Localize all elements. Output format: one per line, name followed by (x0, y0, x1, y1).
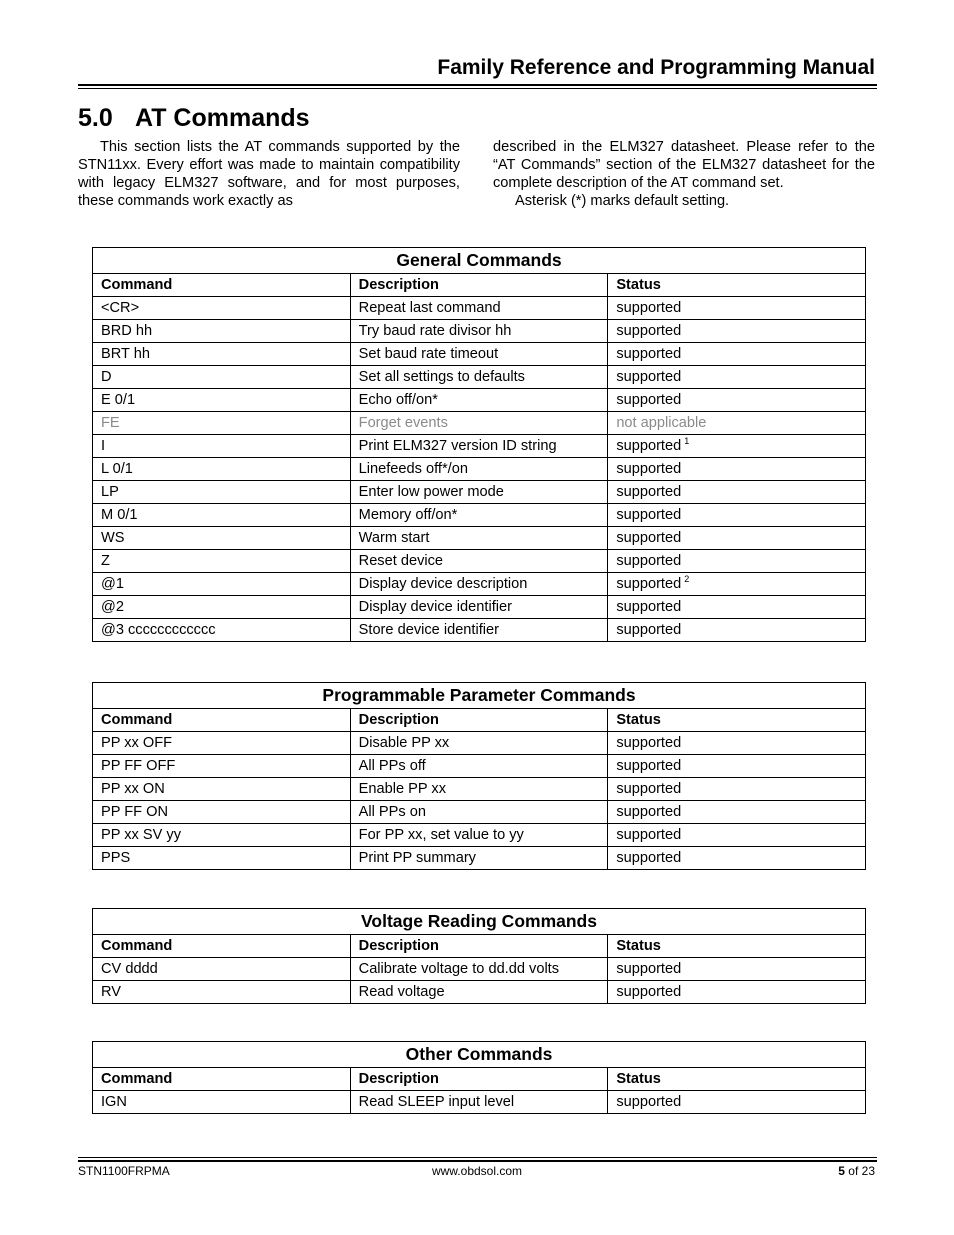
description-cell: Calibrate voltage to dd.dd volts (350, 958, 608, 981)
status-cell (608, 297, 866, 320)
command-cell: Z (93, 550, 351, 573)
column-header-command: Command (93, 709, 351, 732)
command-cell: PP xx SV yy (93, 824, 351, 847)
command-cell: BRT hh (93, 343, 351, 366)
description-cell: All PPs off (350, 755, 608, 778)
status-text: supported (616, 484, 682, 500)
status-cell (608, 619, 866, 642)
description-cell: Print PP summary (350, 847, 608, 870)
command-cell: @3 cccccccccccc (93, 619, 351, 642)
status-text: supported (616, 1094, 682, 1110)
table-row (93, 778, 866, 801)
footer-doc-id: STN1100FRPMA (78, 1164, 170, 1178)
table-row (93, 981, 866, 1004)
status-cell (608, 412, 866, 435)
status-cell (608, 389, 866, 412)
status-text: supported (616, 735, 682, 751)
intro-column-left (78, 138, 460, 210)
table-header-row (93, 1068, 866, 1091)
table-row (93, 958, 866, 981)
command-cell: @1 (93, 573, 351, 596)
status-cell (608, 573, 866, 596)
table-row (93, 481, 866, 504)
command-cell: PP FF OFF (93, 755, 351, 778)
table-row (93, 573, 866, 596)
table-header-row (93, 709, 866, 732)
status-text: supported (616, 961, 682, 977)
table-row (93, 596, 866, 619)
description-cell: Display device description (350, 573, 608, 596)
description-cell: Store device identifier (350, 619, 608, 642)
description-cell: Enter low power mode (350, 481, 608, 504)
command-cell: RV (93, 981, 351, 1004)
table-row (93, 504, 866, 527)
table-caption-row (93, 909, 866, 935)
table-row (93, 1091, 866, 1114)
table-row (93, 320, 866, 343)
header-rule (78, 84, 877, 86)
description-cell: Memory off/on* (350, 504, 608, 527)
description-cell: All PPs on (350, 801, 608, 824)
other-commands-table (92, 1041, 866, 1114)
status-text: supported (616, 300, 682, 316)
status-text: not applicable (616, 415, 707, 431)
command-cell: PP FF ON (93, 801, 351, 824)
status-cell (608, 527, 866, 550)
table-row (93, 619, 866, 642)
description-cell: Display device identifier (350, 596, 608, 619)
status-text: supported (616, 758, 682, 774)
description-cell: Echo off/on* (350, 389, 608, 412)
footer-rule-thin (78, 1157, 877, 1158)
table-row (93, 801, 866, 824)
table-row (93, 435, 866, 458)
command-cell: @2 (93, 596, 351, 619)
table-row (93, 389, 866, 412)
page-number: 5 (838, 1164, 845, 1178)
table-caption-row (93, 683, 866, 709)
status-cell (608, 504, 866, 527)
column-header-command: Command (93, 274, 351, 297)
status-text: supported (616, 438, 682, 454)
table-caption-row (93, 1042, 866, 1068)
status-cell (608, 981, 866, 1004)
command-cell: BRD hh (93, 320, 351, 343)
column-header-status: Status (608, 1068, 866, 1091)
column-header-description: Description (350, 935, 608, 958)
status-text: supported (616, 576, 682, 592)
status-text: supported (616, 984, 682, 1000)
status-cell (608, 550, 866, 573)
status-text: supported (616, 346, 682, 362)
table-row (93, 297, 866, 320)
status-text: supported (616, 323, 682, 339)
status-cell (608, 958, 866, 981)
status-cell (608, 778, 866, 801)
command-cell: L 0/1 (93, 458, 351, 481)
command-cell: E 0/1 (93, 389, 351, 412)
table-row (93, 412, 866, 435)
status-cell (608, 596, 866, 619)
column-header-status: Status (608, 274, 866, 297)
status-text: supported (616, 553, 682, 569)
status-cell (608, 1091, 866, 1114)
column-header-description: Description (350, 274, 608, 297)
table-caption: Voltage Reading Commands (93, 909, 866, 935)
description-cell: Try baud rate divisor hh (350, 320, 608, 343)
command-cell: IGN (93, 1091, 351, 1114)
status-text: supported (616, 461, 682, 477)
table-caption: Other Commands (93, 1042, 866, 1068)
intro-paragraph-continued: described in the ELM327 datasheet. Please refer to the “AT Commands” section of the ELM327 datasheet for the complete description of the AT command set. (493, 139, 875, 191)
section-number: 5.0 (78, 104, 113, 132)
command-cell: I (93, 435, 351, 458)
table-row (93, 732, 866, 755)
command-cell: <CR> (93, 297, 351, 320)
description-cell: For PP xx, set value to yy (350, 824, 608, 847)
status-text: supported (616, 599, 682, 615)
status-cell (608, 732, 866, 755)
description-cell: Repeat last command (350, 297, 608, 320)
intro-note: Asterisk (*) marks default setting. (515, 193, 730, 209)
column-header-description: Description (350, 1068, 608, 1091)
column-header-status: Status (608, 935, 866, 958)
column-header-status: Status (608, 709, 866, 732)
table-header-row (93, 935, 866, 958)
table-row (93, 824, 866, 847)
status-cell (608, 481, 866, 504)
column-header-command: Command (93, 1068, 351, 1091)
table-caption-row (93, 248, 866, 274)
status-cell (608, 320, 866, 343)
table-caption: General Commands (93, 248, 866, 274)
column-header-command: Command (93, 935, 351, 958)
description-cell: Linefeeds off*/on (350, 458, 608, 481)
general-commands-table (92, 247, 866, 642)
intro-paragraph: This section lists the AT commands supported by the STN11xx. Every effort was made to maintain compatibility with legacy ELM327 software, and for most purposes, these commands work exactly as (78, 139, 460, 209)
status-text: supported (616, 781, 682, 797)
command-cell: D (93, 366, 351, 389)
status-text: supported (616, 850, 682, 866)
status-text: supported (616, 369, 682, 385)
status-text: supported (616, 827, 682, 843)
command-cell: FE (93, 412, 351, 435)
description-cell: Warm start (350, 527, 608, 550)
description-cell: Print ELM327 version ID string (350, 435, 608, 458)
status-cell (608, 801, 866, 824)
status-text: supported (616, 392, 682, 408)
description-cell: Forget events (350, 412, 608, 435)
status-text: supported (616, 804, 682, 820)
footer-rule (78, 1160, 877, 1162)
description-cell: Set baud rate timeout (350, 343, 608, 366)
status-cell (608, 458, 866, 481)
description-cell: Set all settings to defaults (350, 366, 608, 389)
table-caption: Programmable Parameter Commands (93, 683, 866, 709)
status-text: supported (616, 622, 682, 638)
table-row (93, 527, 866, 550)
status-cell (608, 824, 866, 847)
command-cell: PP xx OFF (93, 732, 351, 755)
description-cell: Enable PP xx (350, 778, 608, 801)
description-cell: Reset device (350, 550, 608, 573)
table-row (93, 550, 866, 573)
status-cell (608, 343, 866, 366)
description-cell: Disable PP xx (350, 732, 608, 755)
command-cell: CV dddd (93, 958, 351, 981)
footnote-marker: 1 (684, 436, 690, 446)
programmable-parameter-commands-table (92, 682, 866, 870)
command-cell: PPS (93, 847, 351, 870)
table-row (93, 343, 866, 366)
section-title-text: AT Commands (135, 104, 310, 132)
command-cell: LP (93, 481, 351, 504)
command-cell: WS (93, 527, 351, 550)
description-cell: Read voltage (350, 981, 608, 1004)
section-title (78, 104, 310, 133)
status-text: supported (616, 530, 682, 546)
table-row (93, 755, 866, 778)
page-total: of 23 (848, 1164, 875, 1178)
footer-page-number (838, 1164, 875, 1178)
intro-column-right (493, 138, 875, 210)
table-header-row (93, 274, 866, 297)
table-row (93, 366, 866, 389)
voltage-reading-commands-table (92, 908, 866, 1004)
column-header-description: Description (350, 709, 608, 732)
footer-website: www.obdsol.com (431, 1164, 523, 1178)
document-header-title: Family Reference and Programming Manual (437, 56, 875, 79)
table-row (93, 847, 866, 870)
footnote-marker: 2 (684, 574, 690, 584)
status-cell (608, 435, 866, 458)
command-cell: M 0/1 (93, 504, 351, 527)
status-cell (608, 847, 866, 870)
description-cell: Read SLEEP input level (350, 1091, 608, 1114)
table-row (93, 458, 866, 481)
command-cell: PP xx ON (93, 778, 351, 801)
status-cell (608, 755, 866, 778)
status-text: supported (616, 507, 682, 523)
status-cell (608, 366, 866, 389)
header-rule-thin (78, 88, 877, 89)
